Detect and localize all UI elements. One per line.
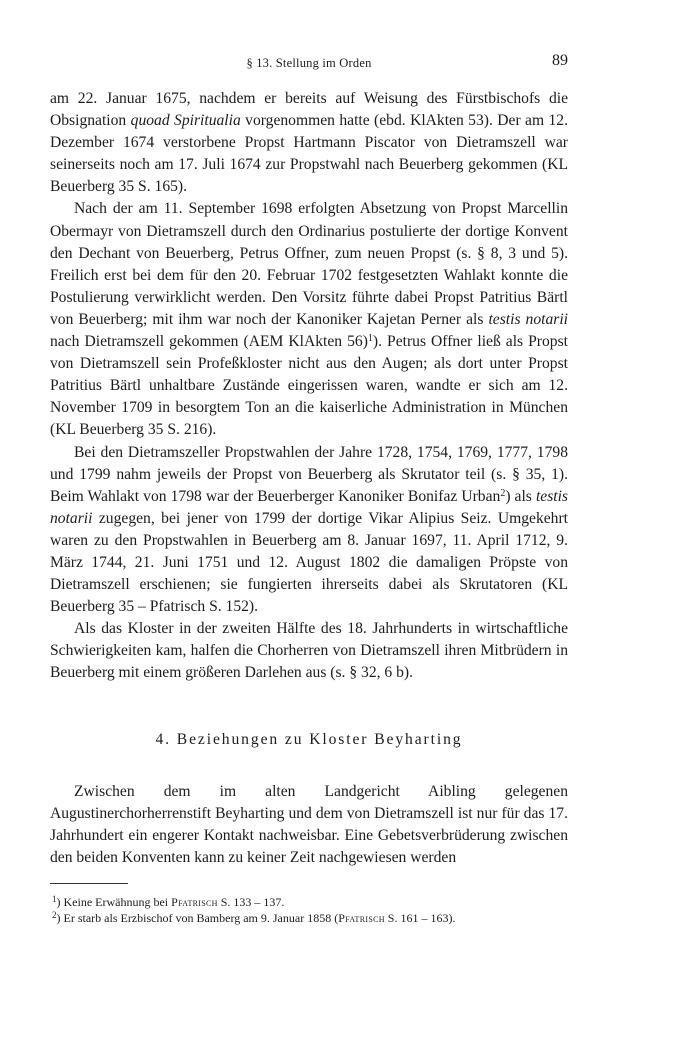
running-head-title: § 13. Stellung im Orden bbox=[246, 56, 372, 70]
paragraph-text: Nach der am 11. September 1698 erfolgten Absetzung von Propst Marcellin Obermayr von Dietramszell durch den Ordinarius postulierte der dortige Konvent den Dechant von Beuerberg, Petrus Offner, zum neuen Propst (s. § 8, 3 und 5). Freilich erst bei dem für den 20. Februar 1702 festgesetzten Wahlakt konnte die Postulierung verwirklicht werden. Den Vorsitz führte dabei Propst Patritius Bärtl von Beuerberg; mit ihm war noch der Kanoniker Kajetan Perner als bbox=[50, 200, 568, 328]
page-number: 89 bbox=[552, 52, 568, 69]
paragraph-text: Als das Kloster in der zweiten Hälfte des 18. Jahrhunderts in wirtschaftliche Schwierigkeiten kam, halfen die Chorherren von Dietramszell ihren Mitbrüdern in Beuerberg mit einem größeren Darlehen aus (s. § 32, 6 b). bbox=[50, 620, 568, 682]
footnote-2: $^2$) Er starb als Erzbischof von Bamberg am 9. Januar 1858 (Pfatrisch S. 161 – 163). bbox=[52, 910, 456, 925]
footnote-text: S. 133 – 137. bbox=[217, 895, 285, 909]
section-heading: 4. Beziehungen zu Kloster Beyharting bbox=[155, 730, 463, 748]
paragraph-5 bbox=[50, 781, 568, 869]
footnote-text: Er starb als Erzbischof von Bamberg am 9. Januar 1858 ( bbox=[63, 911, 339, 925]
footnote-mark: 2 bbox=[52, 910, 57, 920]
paragraph-4 bbox=[50, 618, 568, 684]
paragraph-text: nach Dietramszell gekommen (AEM KlAkten 56) bbox=[50, 333, 368, 351]
footnote-author: Pfatrisch bbox=[338, 911, 385, 925]
italic-term: testis notarii bbox=[50, 487, 568, 527]
italic-term: quoad Spiritualia bbox=[130, 112, 241, 130]
paragraph-1 bbox=[50, 88, 568, 198]
paragraph-text: zugegen, bei jener von 1799 der dortige Vikar Alipius Seiz. Umgekehrt waren zu den Propstwahlen in Beuerberg am 8. Januar 1697, 11. April 1712, 9. März 1744, 21. Juni 1751 und 12. August 1802 die damaligen Pröpste von Dietramszell erschienen; sie fungierten ihrerseits dabei als Skrutatoren (KL Beuerberg 35 – Pfatrisch S. 152). bbox=[50, 509, 568, 616]
paragraph-2 bbox=[50, 198, 568, 441]
italic-term: testis notarii bbox=[488, 310, 568, 328]
footnotes bbox=[50, 894, 568, 926]
paragraph-text: am 22. Januar 1675, nachdem er bereits auf Weisung des Fürstbischofs die Obsignation bbox=[50, 90, 568, 130]
footnote-author: Pfatrisch bbox=[171, 895, 218, 909]
footnote-text: S. 161 – 163). bbox=[384, 911, 456, 925]
footnote-mark: 1 bbox=[52, 894, 57, 904]
paragraph-text: ). Petrus Offner ließ als Propst von Dietramszell sein Profeßkloster nicht aus den Augen; als dort unter Propst Patritius Bärtl unhaltbare Zustände eingerissen waren, wandte er sich am 12. November 1709 in besorgtem Ton an die kaiserliche Administration in München (KL Beuerberg 35 S. 216). bbox=[50, 333, 568, 439]
paragraph-text: vorgenommen hatte (ebd. KlAkten 53). Der am 12. Dezember 1674 verstorbene Propst Hartmann Piscator von Dietramszell war seinerseits noch am 17. Juli 1674 zur Propstwahl nach Beuerberg gekommen (KL Beuerberg 35 S. 165). bbox=[50, 112, 568, 196]
paragraph-text: Bei den Dietramszeller Propstwahlen der Jahre 1728, 1754, 1769, 1777, 1798 und 1799 nahm jeweils der Propst von Beuerberg als Skrutator teil (s. § 35, 1). Beim Wahlakt von 1798 war der Beuerberger Kanoniker Bonifaz Urban bbox=[50, 443, 568, 505]
footnote-ref-1[interactable]: 1 bbox=[367, 333, 373, 345]
footnote-divider bbox=[50, 883, 128, 884]
running-head bbox=[50, 50, 568, 74]
footnote-ref-2[interactable]: 2 bbox=[500, 487, 506, 499]
paragraph-3 bbox=[50, 442, 568, 619]
footnote-text: Keine Erwähnung bei bbox=[63, 895, 172, 909]
body-text bbox=[50, 88, 568, 869]
paragraph-text: ) als bbox=[505, 487, 536, 505]
book-page bbox=[50, 50, 568, 926]
paragraph-text: Zwischen dem im alten Landgericht Aibling gelegenen Augustinerchorherrenstift Beyharting und dem von Dietramszell ist nur für das 17. Jahrhundert ein engerer Kontakt nachweisbar. Eine Gebetsverbrüderung zwischen den beiden Konventen kann zu keiner Zeit nachgewiesen werden bbox=[50, 782, 568, 866]
footnote-1: $^1$) Keine Erwähnung bei Pfatrisch S. 133 – 137. bbox=[52, 894, 285, 909]
